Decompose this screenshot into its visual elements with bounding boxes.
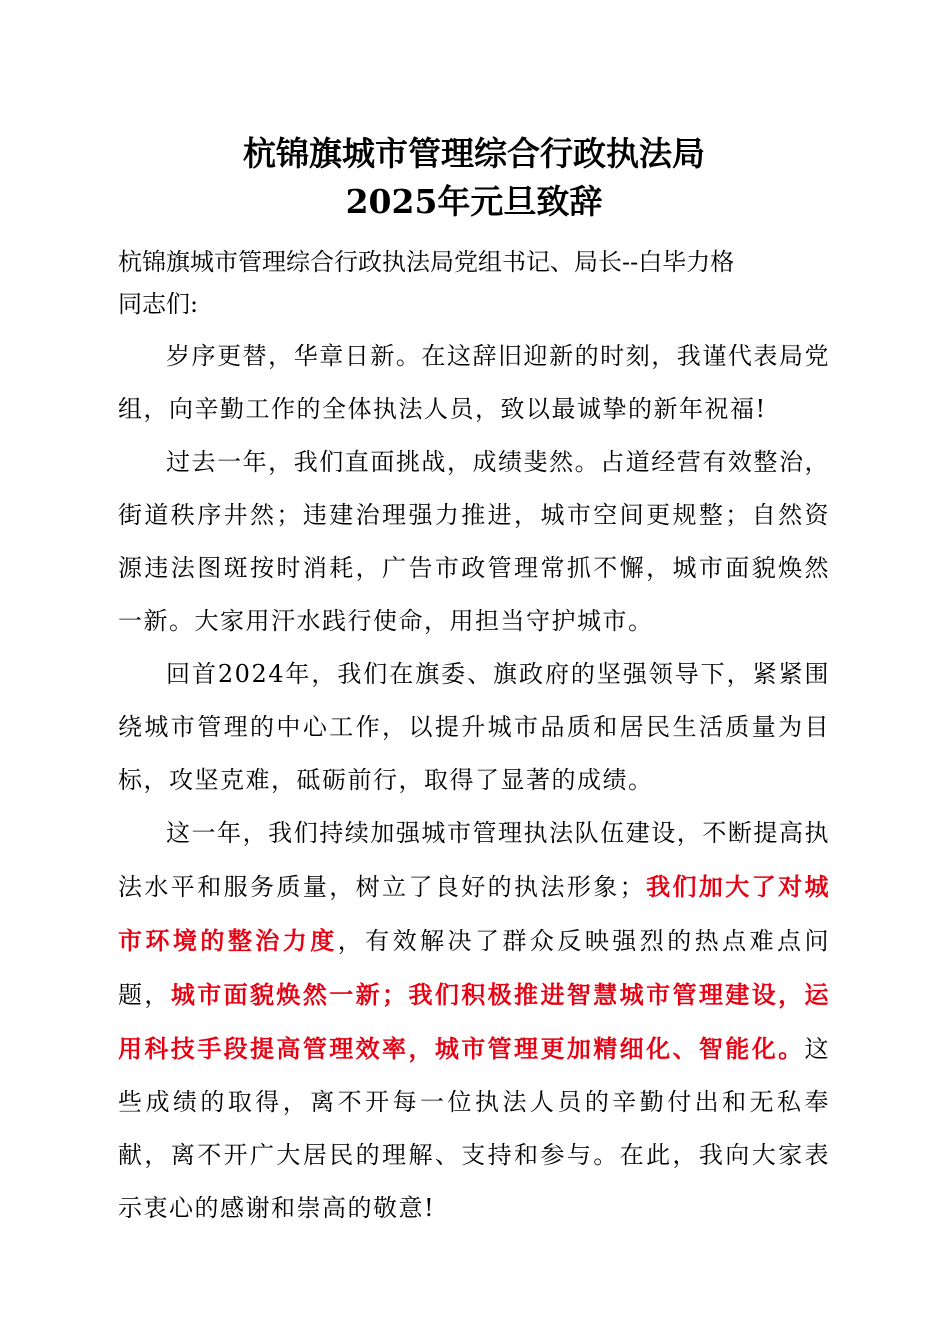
document-page [118, 130, 830, 1235]
title-line-2: 2025年元旦致辞 [345, 182, 603, 221]
paragraph-4-part-3: 这些成绩的取得，离不开每一位执法人员的辛勤付出和无私奉献，离不开广大居民的理解、支持和参与。在此，我向大家表示衷心的感谢和崇高的敬意! [118, 1035, 830, 1222]
paragraph-4-part-2: ，有效解决了群众反映强烈的热点难点问题， [118, 927, 831, 1009]
document-title [118, 130, 830, 226]
paragraph-3: 回首2024年，我们在旗委、旗政府的坚强领导下，紧紧围绕城市管理的中心工作，以提升城市品质和居民生活质量为目标，攻坚克难，砥砺前行，取得了显著的成绩。 [118, 660, 830, 794]
salutation: 同志们: [118, 290, 199, 318]
paragraph-1: 岁序更替，华章日新。在这辞旧迎新的时刻，我谨代表局党组，向辛勤工作的全体执法人员，致以最诚挚的新年祝福! [118, 342, 830, 423]
paragraph-4-part-1: 这一年，我们持续加强城市管理执法队伍建设，不断提高执法水平和服务质量，树立了良好的执法形象； [118, 819, 830, 901]
author-line: 杭锦旗城市管理综合行政执法局党组书记、局长--白毕力格 [118, 248, 735, 276]
title-line-1: 杭锦旗城市管理综合行政执法局 [243, 134, 705, 173]
paragraph-4 [118, 807, 830, 1235]
paragraph-4-highlight-2: 城市面貌焕然一新；我们积极推进智慧城市管理建设，运用科技手段提高管理效率，城市管理更加精细化、智能化。 [118, 980, 831, 1063]
paragraph-2: 过去一年，我们直面挑战，成绩斐然。占道经营有效整治，街道秩序井然；违建治理强力推进，城市空间更规整；自然资源违法图斑按时消耗，广告市政管理常抓不懈，城市面貌焕然一新。大家用汗水践行使命，用担当守护城市。 [118, 448, 830, 635]
paragraph-4-highlight-1: 我们加大了对城市环境的整治力度 [118, 872, 830, 955]
